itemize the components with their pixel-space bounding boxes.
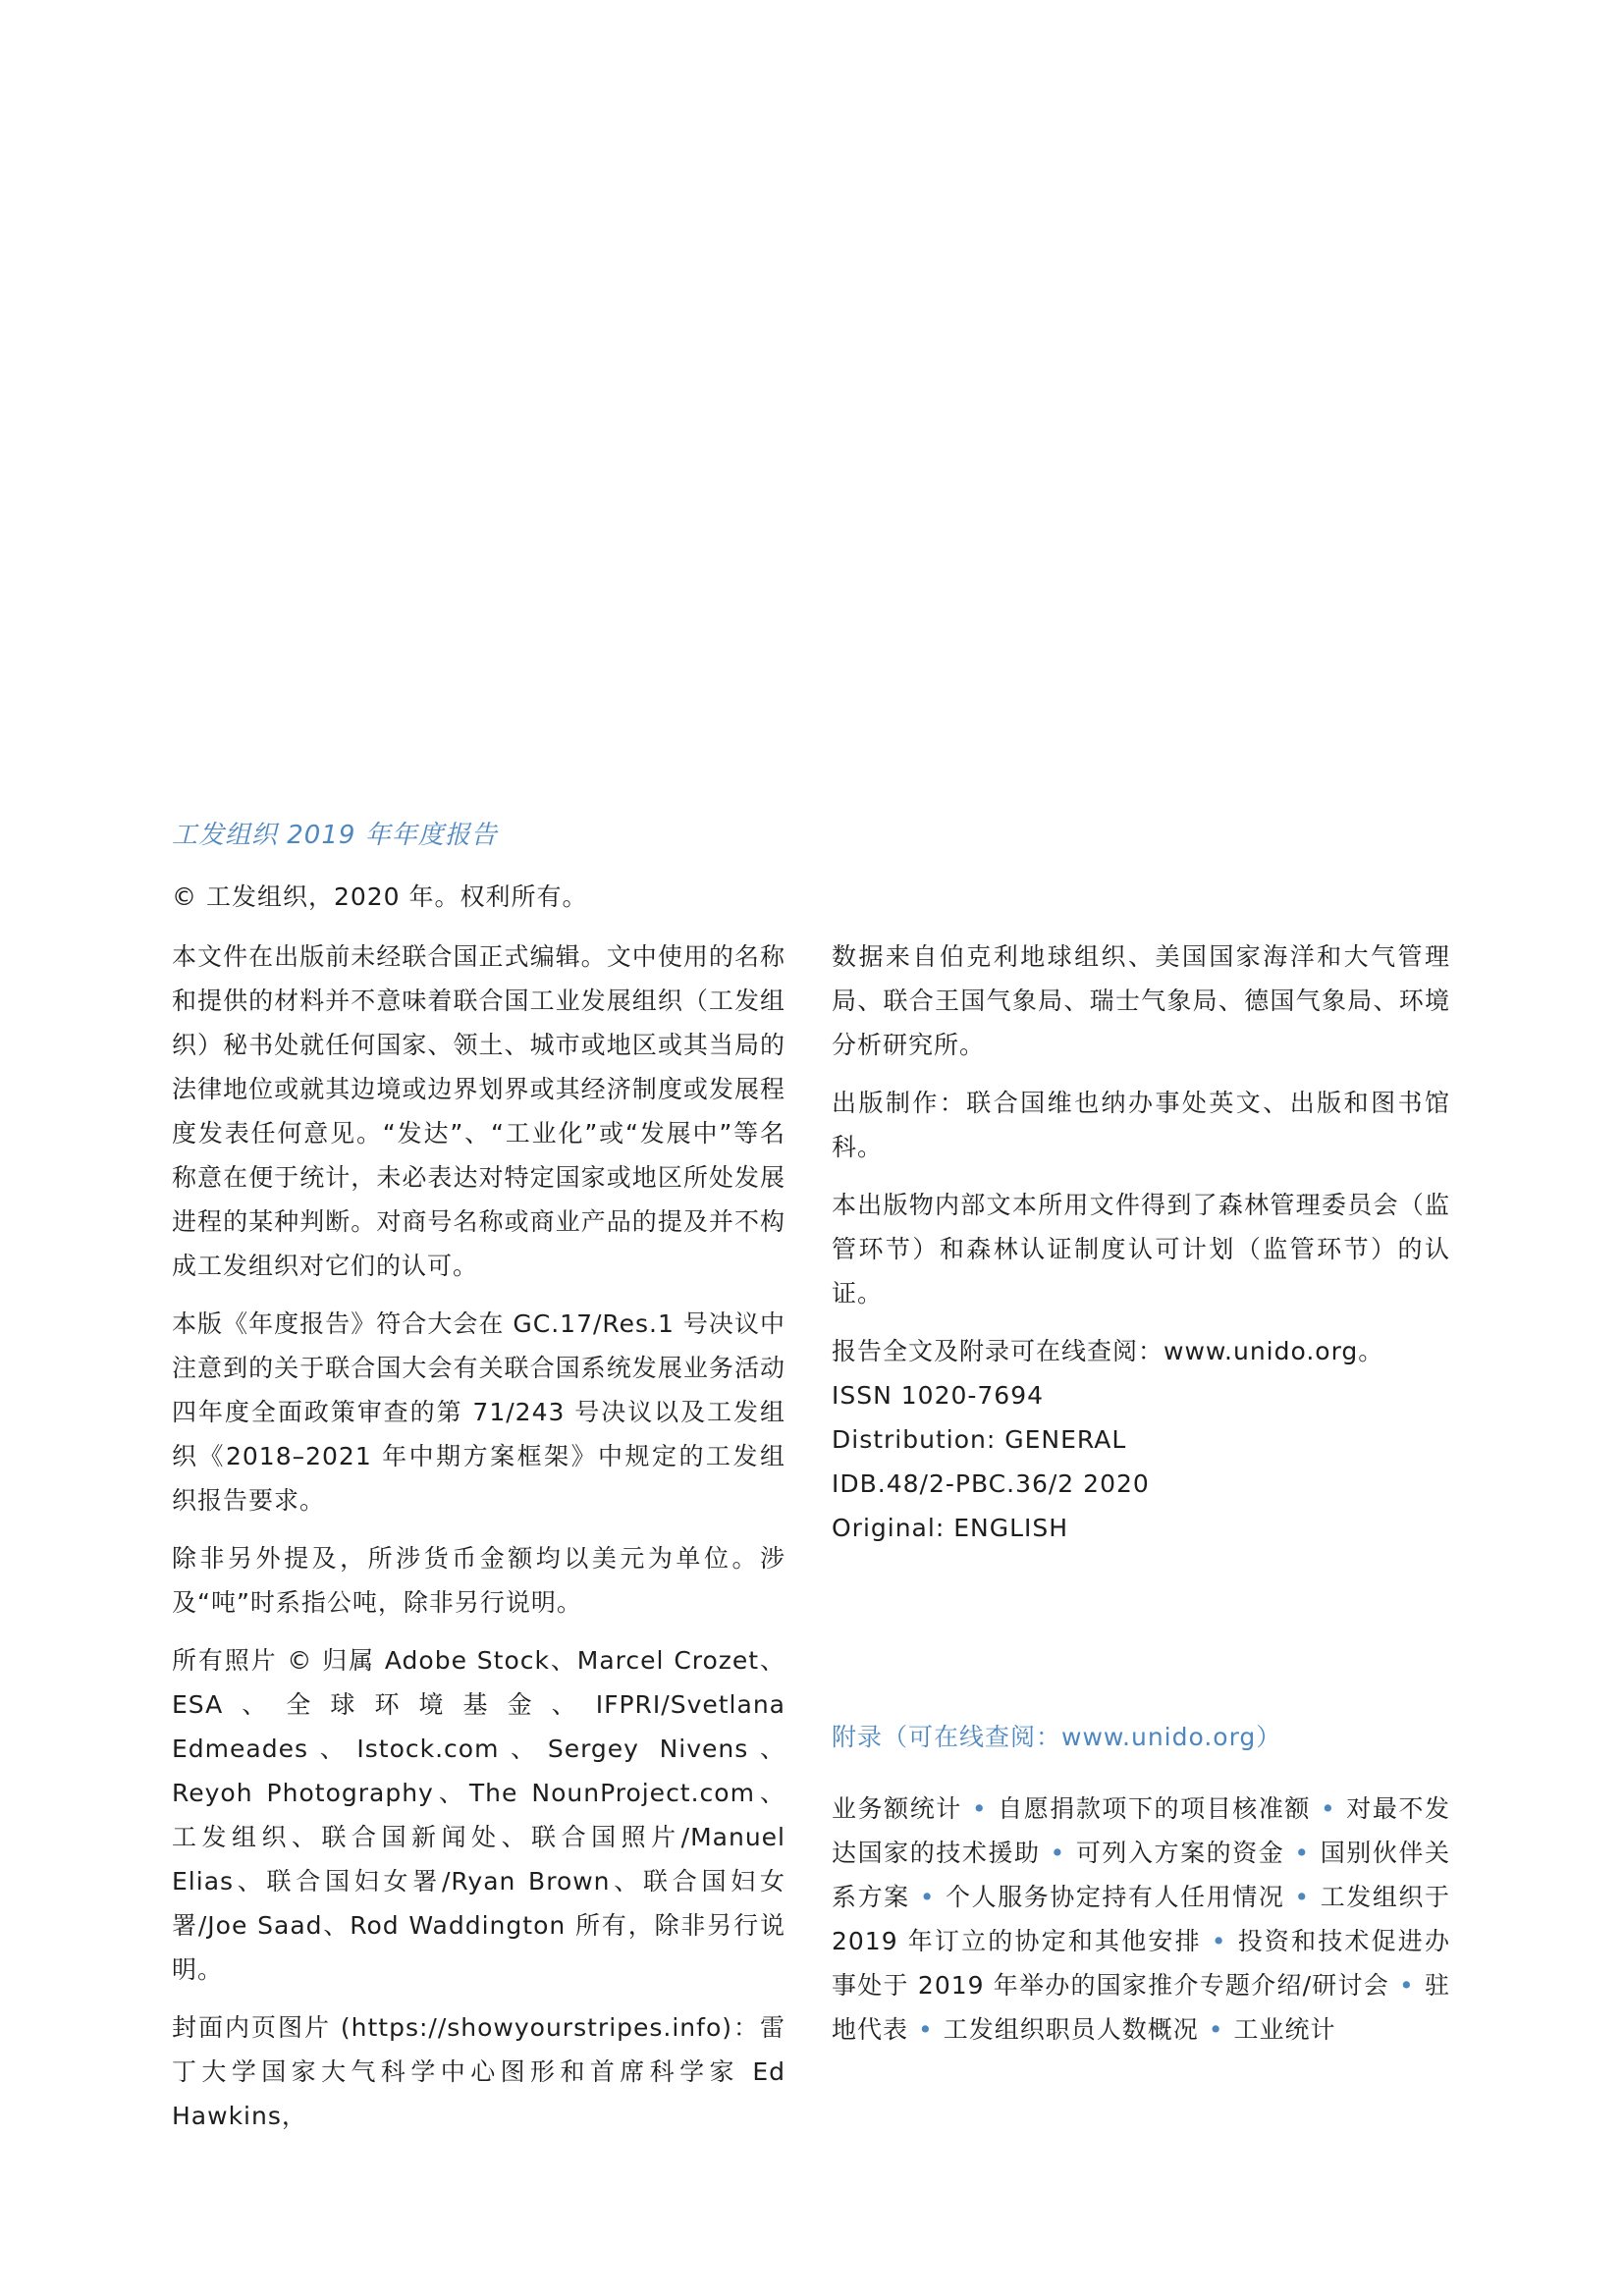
report-title: 工发组织 2019 年年度报告 [172, 821, 498, 850]
annex-item: 个人服务协定持有人任用情况 [945, 1883, 1285, 1911]
bullet-separator: • [919, 1883, 936, 1911]
mandate-paragraph: 本版《年度报告》符合大会在 GC.17/Res.1 号决议中注意到的关于联合国大会有关联合国系统发展业务活动四年度全面政策审查的第 71/243 号决议以及工发组织《2018–2021 年中期方案框架》中规定的工发组织报告要求。 [172, 1309, 785, 1515]
cover-image-paragraph: 封面内页图片 (https://showyourstripes.info)：雷丁大学国家大气科学中心图形和首席科学家 Ed Hawkins， [172, 2013, 785, 2130]
annex-list [832, 1787, 1450, 2052]
publication-metadata [832, 1329, 1450, 1550]
bullet-separator: • [971, 1794, 988, 1823]
right-column [832, 934, 1450, 1550]
bullet-separator: • [1398, 1971, 1415, 2000]
annex-item: 自愿捐款项下的项目核准额 [997, 1794, 1311, 1823]
bullet-separator: • [1320, 1794, 1336, 1823]
annex-item: 对最不发达国家的技术援助 [832, 1794, 1450, 1867]
bullet-separator: • [1050, 1839, 1066, 1867]
photo-credits-paragraph: 所有照片 © 归属 Adobe Stock、Marcel Crozet、ESA、全球环境基金、IFPRI/Svetlana Edmeades、Istock.com、Sergey Nivens、Reyoh Photography、The NounProject.com、工发组织、联合国新闻处、联合国照片/Manuel Elias、联合国妇女署/Ryan Brown、联合国妇女署/Joe Saad、Rod Waddington 所有，除非另行说明。 [172, 1646, 785, 1984]
bullet-separator: • [918, 2015, 934, 2044]
bullet-separator: • [1208, 2015, 1224, 2044]
issn: ISSN 1020-7694 [832, 1381, 1045, 1410]
annex-item: 可列入方案的资金 [1075, 1839, 1285, 1867]
annex-item: 工业统计 [1233, 2015, 1336, 2044]
production-paragraph: 出版制作：联合国维也纳办事处英文、出版和图书馆科。 [832, 1089, 1450, 1161]
annex-item: 国别伙伴关系方案 [832, 1839, 1450, 1911]
bullet-separator: • [1294, 1839, 1311, 1867]
online-availability: 报告全文及附录可在线查阅：www.unido.org。 [832, 1337, 1384, 1365]
annex-item: 业务额统计 [832, 1794, 962, 1823]
annex-item: 工发组织职员人数概况 [943, 2015, 1199, 2044]
annex-heading: 附录（可在线查阅：www.unido.org） [832, 1723, 1282, 1751]
currency-paragraph: 除非另外提及，所涉货币金额均以美元为单位。涉及“吨”时系指公吨，除非另行说明。 [172, 1544, 785, 1617]
document-symbol: IDB.48/2-PBC.36/2 2020 [832, 1469, 1150, 1498]
certification-paragraph: 本出版物内部文本所用文件得到了森林管理委员会（监管环节）和森林认证制度认可计划（监管环节）的认证。 [832, 1191, 1450, 1308]
annex-item: 工发组织于 2019 年订立的协定和其他安排 [832, 1883, 1450, 1955]
disclaimer-paragraph: 本文件在出版前未经联合国正式编辑。文中使用的名称和提供的材料并不意味着联合国工业发展组织（工发组织）秘书处就任何国家、领土、城市或地区或其当局的法律地位或就其边境或边界划界或其经济制度或发展程度发表任何意见。“发达”、“工业化”或“发展中”等名称意在便于统计，未必表达对特定国家或地区所处发展进程的某种判断。对商号名称或商业产品的提及并不构成工发组织对它们的认可。 [172, 942, 785, 1280]
bullet-separator: • [1294, 1883, 1311, 1911]
distribution: Distribution: GENERAL [832, 1425, 1127, 1454]
annex-item: 驻地代表 [832, 1971, 1450, 2044]
copyright-notice: © 工发组织，2020 年。权利所有。 [172, 882, 588, 911]
bullet-separator: • [1211, 1927, 1227, 1955]
left-column [172, 934, 785, 2152]
data-source-paragraph: 数据来自伯克利地球组织、美国国家海洋和大气管理局、联合王国气象局、瑞士气象局、德国气象局、环境分析研究所。 [832, 942, 1450, 1059]
annex-item: 投资和技术促进办事处于 2019 年举办的国家推介专题介绍/研讨会 [832, 1927, 1450, 2000]
original-language: Original: ENGLISH [832, 1514, 1069, 1542]
